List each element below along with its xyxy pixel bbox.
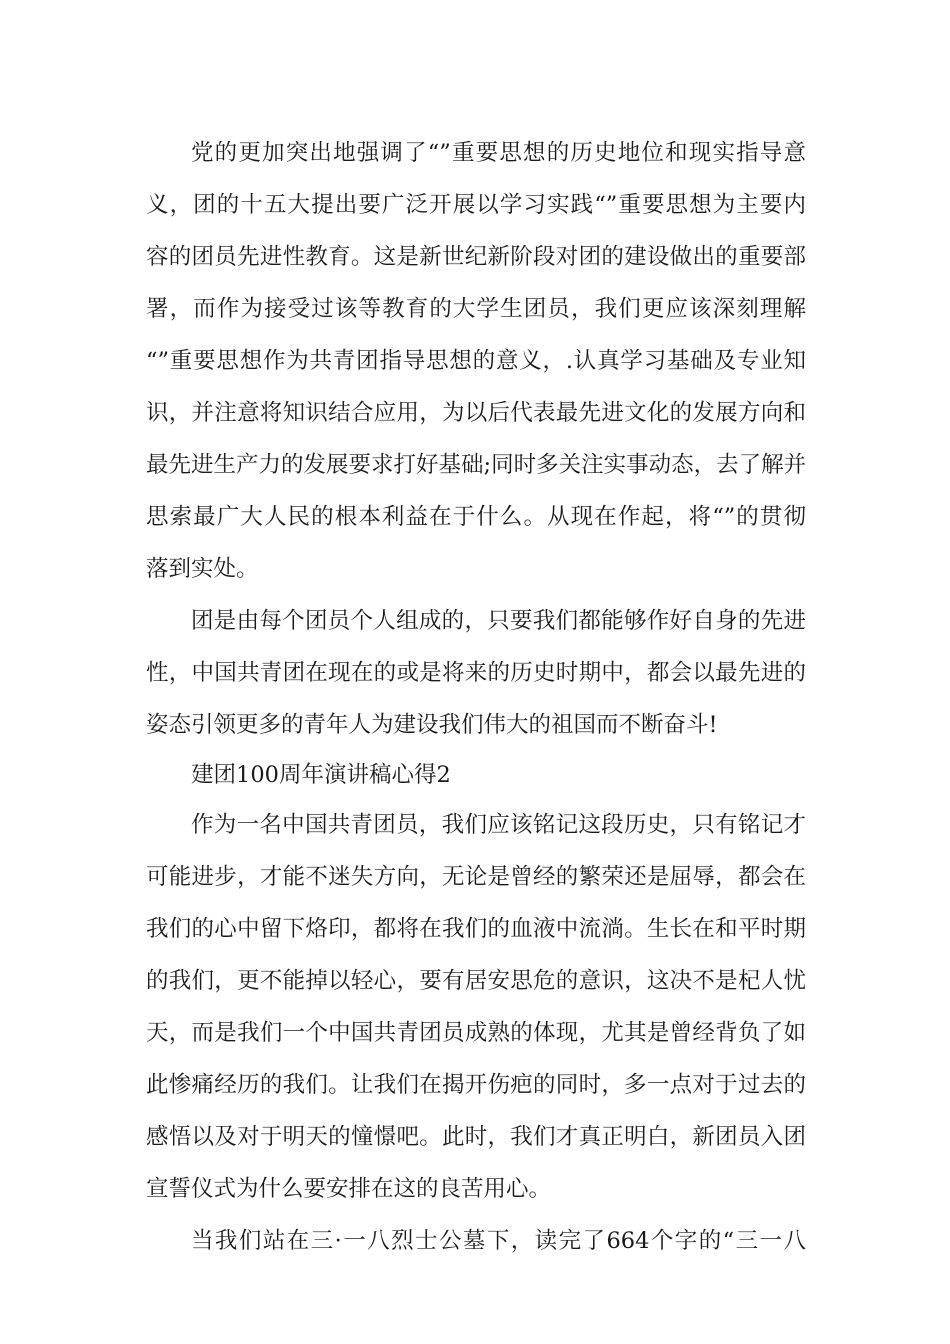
paragraph-1-line-5: “”重要思想作为共青团指导思想的意义，.认真学习基础及专业知 [146,348,806,374]
paragraph-1-line-4: 署，而作为接受过该等教育的大学生团员，我们更应该深刻理解 [146,296,806,322]
paragraph-1-line-8: 思索最广大人民的根本利益在于什么。从现在作起，将“”的贯彻 [146,504,806,530]
paragraph-1-line-3: 容的团员先进性教育。这是新世纪新阶段对团的建设做出的重要部 [146,244,806,270]
paragraph-1-line-2: 义，团的十五大提出要广泛开展以学习实践“”重要思想为主要内 [146,192,806,218]
paragraph-1-line-9: 落到实处。 [146,556,259,582]
paragraph-1-line-7: 最先进生产力的发展要求打好基础;同时多关注实事动态，去了解并 [146,452,806,478]
paragraph-3-line-7: 感悟以及对于明天的憧憬吧。此时，我们才真正明白，新团员入团 [146,1124,806,1150]
paragraph-3-line-5: 天，而是我们一个中国共青团员成熟的体现，尤其是曾经背负了如 [146,1020,806,1046]
paragraph-2-line-1: 团是由每个团员个人组成的，只要我们都能够作好自身的先进 [191,608,806,634]
paragraph-1-line-1: 党的更加突出地强调了“”重要思想的历史地位和现实指导意 [191,140,806,166]
paragraph-4-line-1: 当我们站在三·一八烈士公墓下，读完了664个字的“三一八 [191,1228,806,1254]
paragraph-2-line-3: 姿态引领更多的青年人为建设我们伟大的祖国而不断奋斗! [146,712,718,738]
paragraph-1-line-6: 识，并注意将知识结合应用，为以后代表最先进文化的发展方向和 [146,400,806,426]
paragraph-3-line-4: 的我们，更不能掉以轻心，要有居安思危的意识，这决不是杞人忧 [146,968,806,994]
paragraph-2-line-2: 性，中国共青团在现在的或是将来的历史时期中，都会以最先进的 [146,660,806,686]
section-heading: 建团100周年演讲稿心得2 [191,762,451,788]
paragraph-3-line-6: 此惨痛经历的我们。让我们在揭开伤疤的同时，多一点对于过去的 [146,1072,806,1098]
paragraph-3-line-8: 宣誓仪式为什么要安排在这的良苦用心。 [146,1176,552,1202]
paragraph-3-line-3: 我们的心中留下烙印，都将在我们的血液中流淌。生长在和平时期 [146,916,806,942]
paragraph-3-line-1: 作为一名中国共青团员，我们应该铭记这段历史，只有铭记才 [191,812,806,838]
paragraph-3-line-2: 可能进步，才能不迷失方向，无论是曾经的繁荣还是屈辱，都会在 [146,864,806,890]
